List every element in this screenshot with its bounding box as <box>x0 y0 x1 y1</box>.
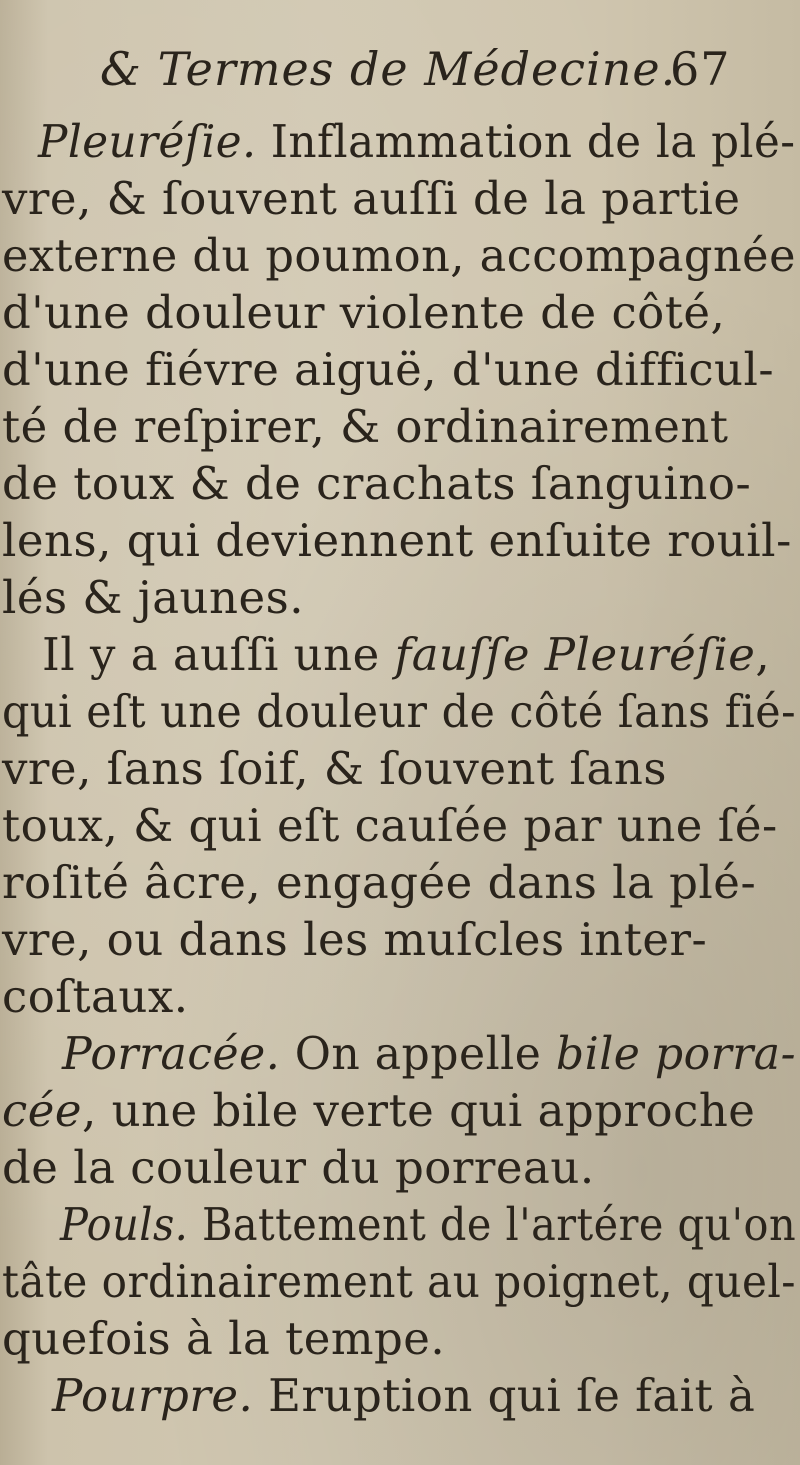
text-line <box>2 511 792 571</box>
text-line <box>62 1024 796 1084</box>
text-line <box>2 967 189 1027</box>
entry-term-pouls: Pouls. <box>60 1198 189 1251</box>
entry-term-porracee: Porracée. <box>62 1027 281 1080</box>
text-line <box>38 112 795 172</box>
line-text: coſtaux. <box>2 970 189 1023</box>
line-text: qui eſt une douleur de côté ſans fié- <box>2 685 797 738</box>
text-line <box>2 1138 595 1198</box>
text-line <box>2 739 667 799</box>
line-text: vre, & ſouvent auſſi de la partie <box>2 172 741 225</box>
text-line <box>2 169 741 229</box>
italic-term: bile porra- <box>555 1027 796 1080</box>
line-text: d'une fiévre aiguë, d'une difficul- <box>2 343 775 396</box>
italic-term: fauſſe Pleuréſie <box>394 628 756 681</box>
text-line <box>2 568 304 628</box>
line-text: toux, & qui eſt cauſée par une ſé- <box>2 799 778 852</box>
line-text: On appelle <box>280 1027 556 1080</box>
header-title: & Termes de Médecine. <box>100 42 677 96</box>
line-text: , une bile verte qui approche <box>81 1084 756 1137</box>
line-text: tâte ordinairement au poignet, quel- <box>2 1255 796 1308</box>
text-line <box>2 796 778 856</box>
text-line <box>2 1252 796 1312</box>
line-text: de la couleur du porreau. <box>2 1141 595 1194</box>
text-line <box>2 853 756 913</box>
entry-term-pourpre: Pourpre. <box>52 1369 254 1422</box>
line-text: externe du poumon, accompagnée <box>2 229 796 282</box>
page-number: 67 <box>670 42 731 96</box>
text-line <box>2 910 707 970</box>
line-text: Il y a auſſi une <box>42 628 395 681</box>
entry-term-pleuresie: Pleuréſie. <box>38 115 257 168</box>
italic-term: cée <box>2 1084 82 1137</box>
text-line <box>2 340 774 400</box>
line-text: , <box>755 628 771 681</box>
text-line <box>60 1195 796 1255</box>
text-line <box>2 1081 755 1141</box>
text-line <box>2 454 751 514</box>
line-text: de toux & de crachats ſanguino- <box>2 457 752 510</box>
text-line <box>2 397 728 457</box>
text-line <box>2 1309 445 1369</box>
line-text: d'une douleur violente de côté, <box>2 286 726 339</box>
text-line <box>2 283 725 343</box>
line-text: vre, ou dans les muſcles inter- <box>2 913 708 966</box>
line-text: roſité âcre, engagée dans la plé- <box>2 856 757 909</box>
line-text: té de reſpirer, & ordinairement <box>2 400 729 453</box>
line-text: Eruption qui ſe fait à <box>253 1369 756 1422</box>
text-line <box>2 682 796 742</box>
line-text: lens, qui deviennent enſuite rouil- <box>2 514 792 567</box>
line-text: vre, ſans ſoif, & ſouvent ſans <box>2 742 667 795</box>
running-header <box>100 42 800 112</box>
line-text: quefois à la tempe. <box>2 1312 446 1365</box>
line-text: lés & jaunes. <box>2 571 305 624</box>
line-text: Inflammation de la plé- <box>256 115 796 168</box>
line-text: Battement de l'artére qu'on <box>188 1198 797 1251</box>
text-line <box>52 1366 755 1426</box>
text-line <box>2 226 796 286</box>
text-line <box>42 625 770 685</box>
